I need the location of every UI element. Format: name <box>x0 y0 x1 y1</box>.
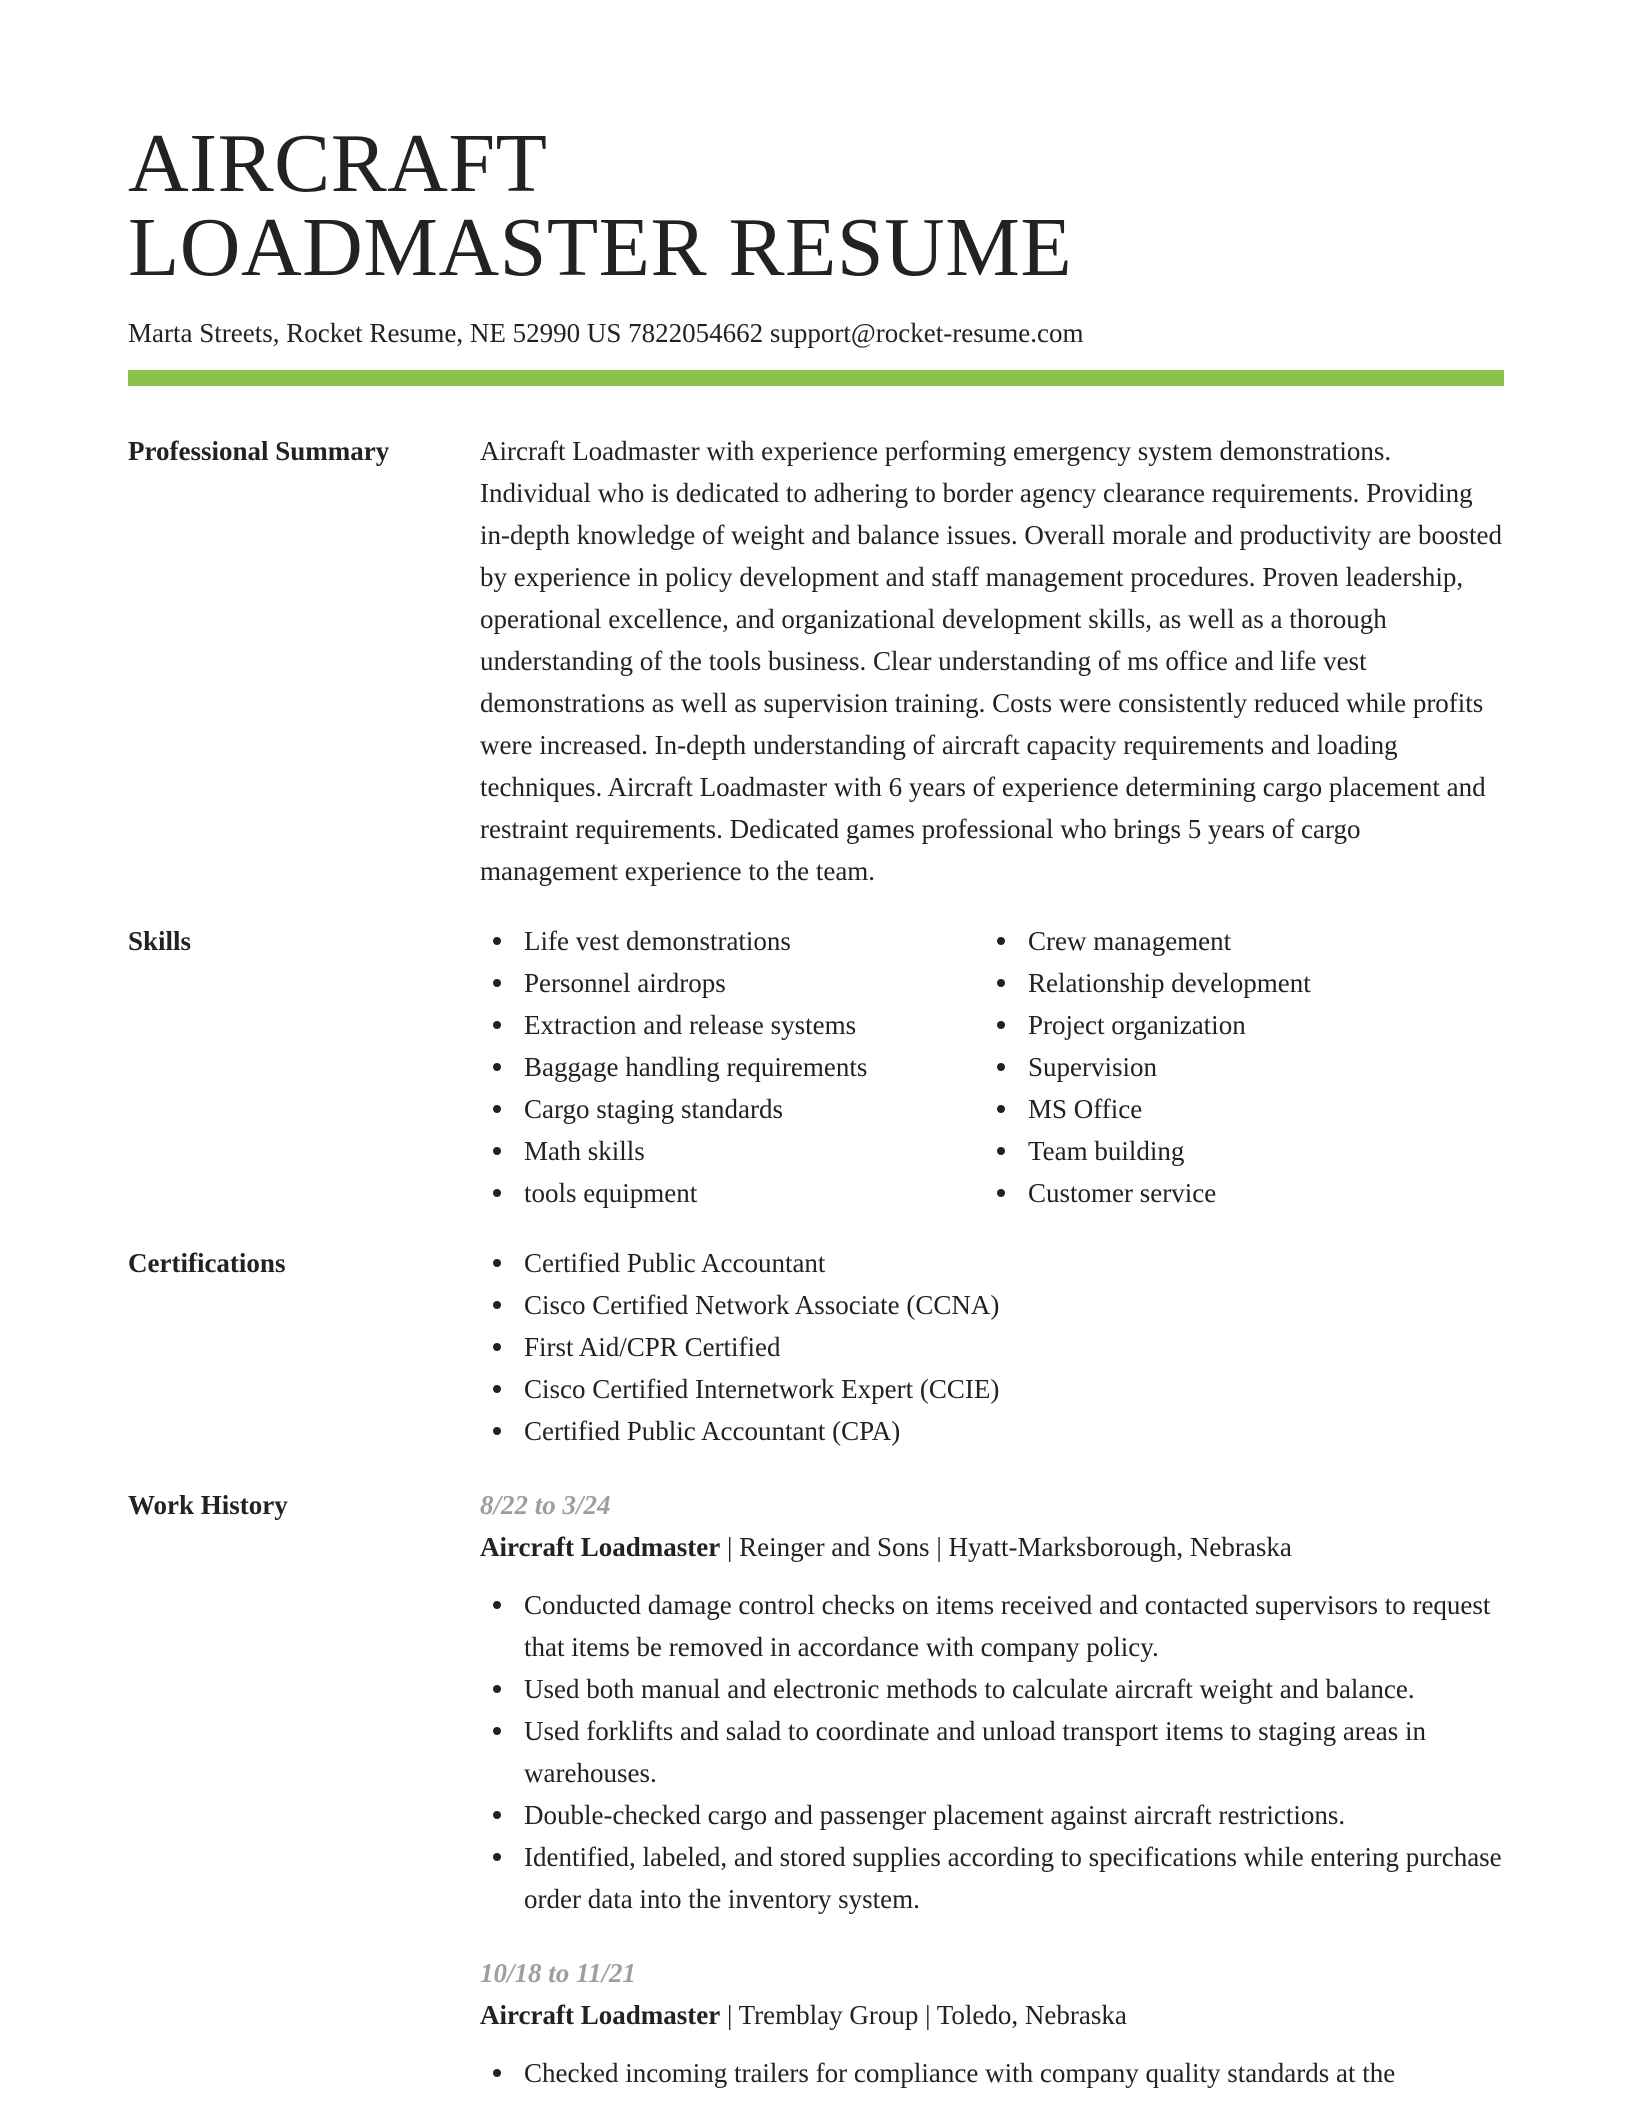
skills-heading: Skills <box>128 926 192 956</box>
job-bullet: Identified, labeled, and stored supplies according to specifications while entering purchase order data into the inventory system. <box>480 1836 1504 1920</box>
job-heading <box>480 1526 1504 1568</box>
skill-item: Extraction and release systems <box>480 1004 984 1046</box>
job-bullets <box>480 2052 1504 2094</box>
job-bullets <box>480 1584 1504 1920</box>
job-bullet: Double-checked cargo and passenger placement against aircraft restrictions. <box>480 1794 1504 1836</box>
job-bullet: Used forklifts and salad to coordinate and unload transport items to staging areas in warehouses. <box>480 1710 1504 1794</box>
title-line-1: AIRCRAFT <box>128 117 548 210</box>
skill-item: Personnel airdrops <box>480 962 984 1004</box>
job-entry <box>480 1952 1504 2094</box>
work-history-heading: Work History <box>128 1490 288 1520</box>
job-title: Aircraft Loadmaster <box>480 2000 721 2030</box>
certification-item: Cisco Certified Internetwork Expert (CCIE) <box>480 1368 1504 1410</box>
resume-title <box>128 117 1073 294</box>
title-line-2: LOADMASTER RESUME <box>128 201 1073 294</box>
accent-divider <box>128 370 1504 386</box>
certification-item: Certified Public Accountant (CPA) <box>480 1410 1504 1452</box>
work-history-body <box>480 1484 1504 2094</box>
skill-item: Relationship development <box>984 962 1488 1004</box>
skills-list-left <box>480 920 984 1214</box>
skill-item: Baggage handling requirements <box>480 1046 984 1088</box>
skill-item: Cargo staging standards <box>480 1088 984 1130</box>
job-dates: 10/18 to 11/21 <box>480 1958 637 1988</box>
contact-info: Marta Streets, Rocket Resume, NE 52990 US 7822054662 support@rocket-resume.com <box>128 318 1084 348</box>
skill-item: Crew management <box>984 920 1488 962</box>
skills-column-right <box>984 920 1488 1214</box>
job-dates: 8/22 to 3/24 <box>480 1490 611 1520</box>
certification-item: Cisco Certified Network Associate (CCNA) <box>480 1284 1504 1326</box>
job-details: | Tremblay Group | Toledo, Nebraska <box>720 2000 1127 2030</box>
summary-heading: Professional Summary <box>128 436 390 466</box>
skill-item: Life vest demonstrations <box>480 920 984 962</box>
skill-item: Math skills <box>480 1130 984 1172</box>
certification-item: Certified Public Accountant <box>480 1242 1504 1284</box>
skills-column-left <box>480 920 984 1214</box>
skill-item: Team building <box>984 1130 1488 1172</box>
summary-text: Aircraft Loadmaster with experience performing emergency system demonstrations. Individual who is dedicated to adhering to border agency clearance requirements. Providing in-depth knowledge of weight and balance issues. Overall morale and productivity are boosted by experience in policy development and staff management procedures. Proven leadership, operational excellence, and organizational development skills, as well as a thorough understanding of the tools business. Clear understanding of ms office and life vest demonstrations as well as supervision training. Costs were consistently reduced while profits were increased. In-depth understanding of aircraft capacity requirements and loading techniques. Aircraft Loadmaster with 6 years of experience determining cargo placement and restraint requirements. Dedicated games professional who brings 5 years of cargo management experience to the team. <box>480 436 1502 886</box>
certifications-body <box>480 1242 1504 1452</box>
skills-list-right <box>984 920 1488 1214</box>
job-title: Aircraft Loadmaster <box>480 1532 721 1562</box>
certification-item: First Aid/CPR Certified <box>480 1326 1504 1368</box>
skill-item: Supervision <box>984 1046 1488 1088</box>
job-bullet: Used both manual and electronic methods to calculate aircraft weight and balance. <box>480 1668 1504 1710</box>
job-bullet: Checked incoming trailers for compliance with company quality standards at the <box>480 2052 1504 2094</box>
job-heading <box>480 1994 1504 2036</box>
job-details: | Reinger and Sons | Hyatt-Marksborough, Nebraska <box>720 1532 1292 1562</box>
job-bullet: Conducted damage control checks on items received and contacted supervisors to request that items be removed in accordance with company policy. <box>480 1584 1504 1668</box>
skills-body <box>480 920 1504 1214</box>
skill-item: Customer service <box>984 1172 1488 1214</box>
summary-body <box>480 430 1504 892</box>
certifications-list <box>480 1242 1504 1452</box>
certifications-heading: Certifications <box>128 1248 286 1278</box>
skill-item: tools equipment <box>480 1172 984 1214</box>
job-entry <box>480 1484 1504 1920</box>
skill-item: Project organization <box>984 1004 1488 1046</box>
skill-item: MS Office <box>984 1088 1488 1130</box>
